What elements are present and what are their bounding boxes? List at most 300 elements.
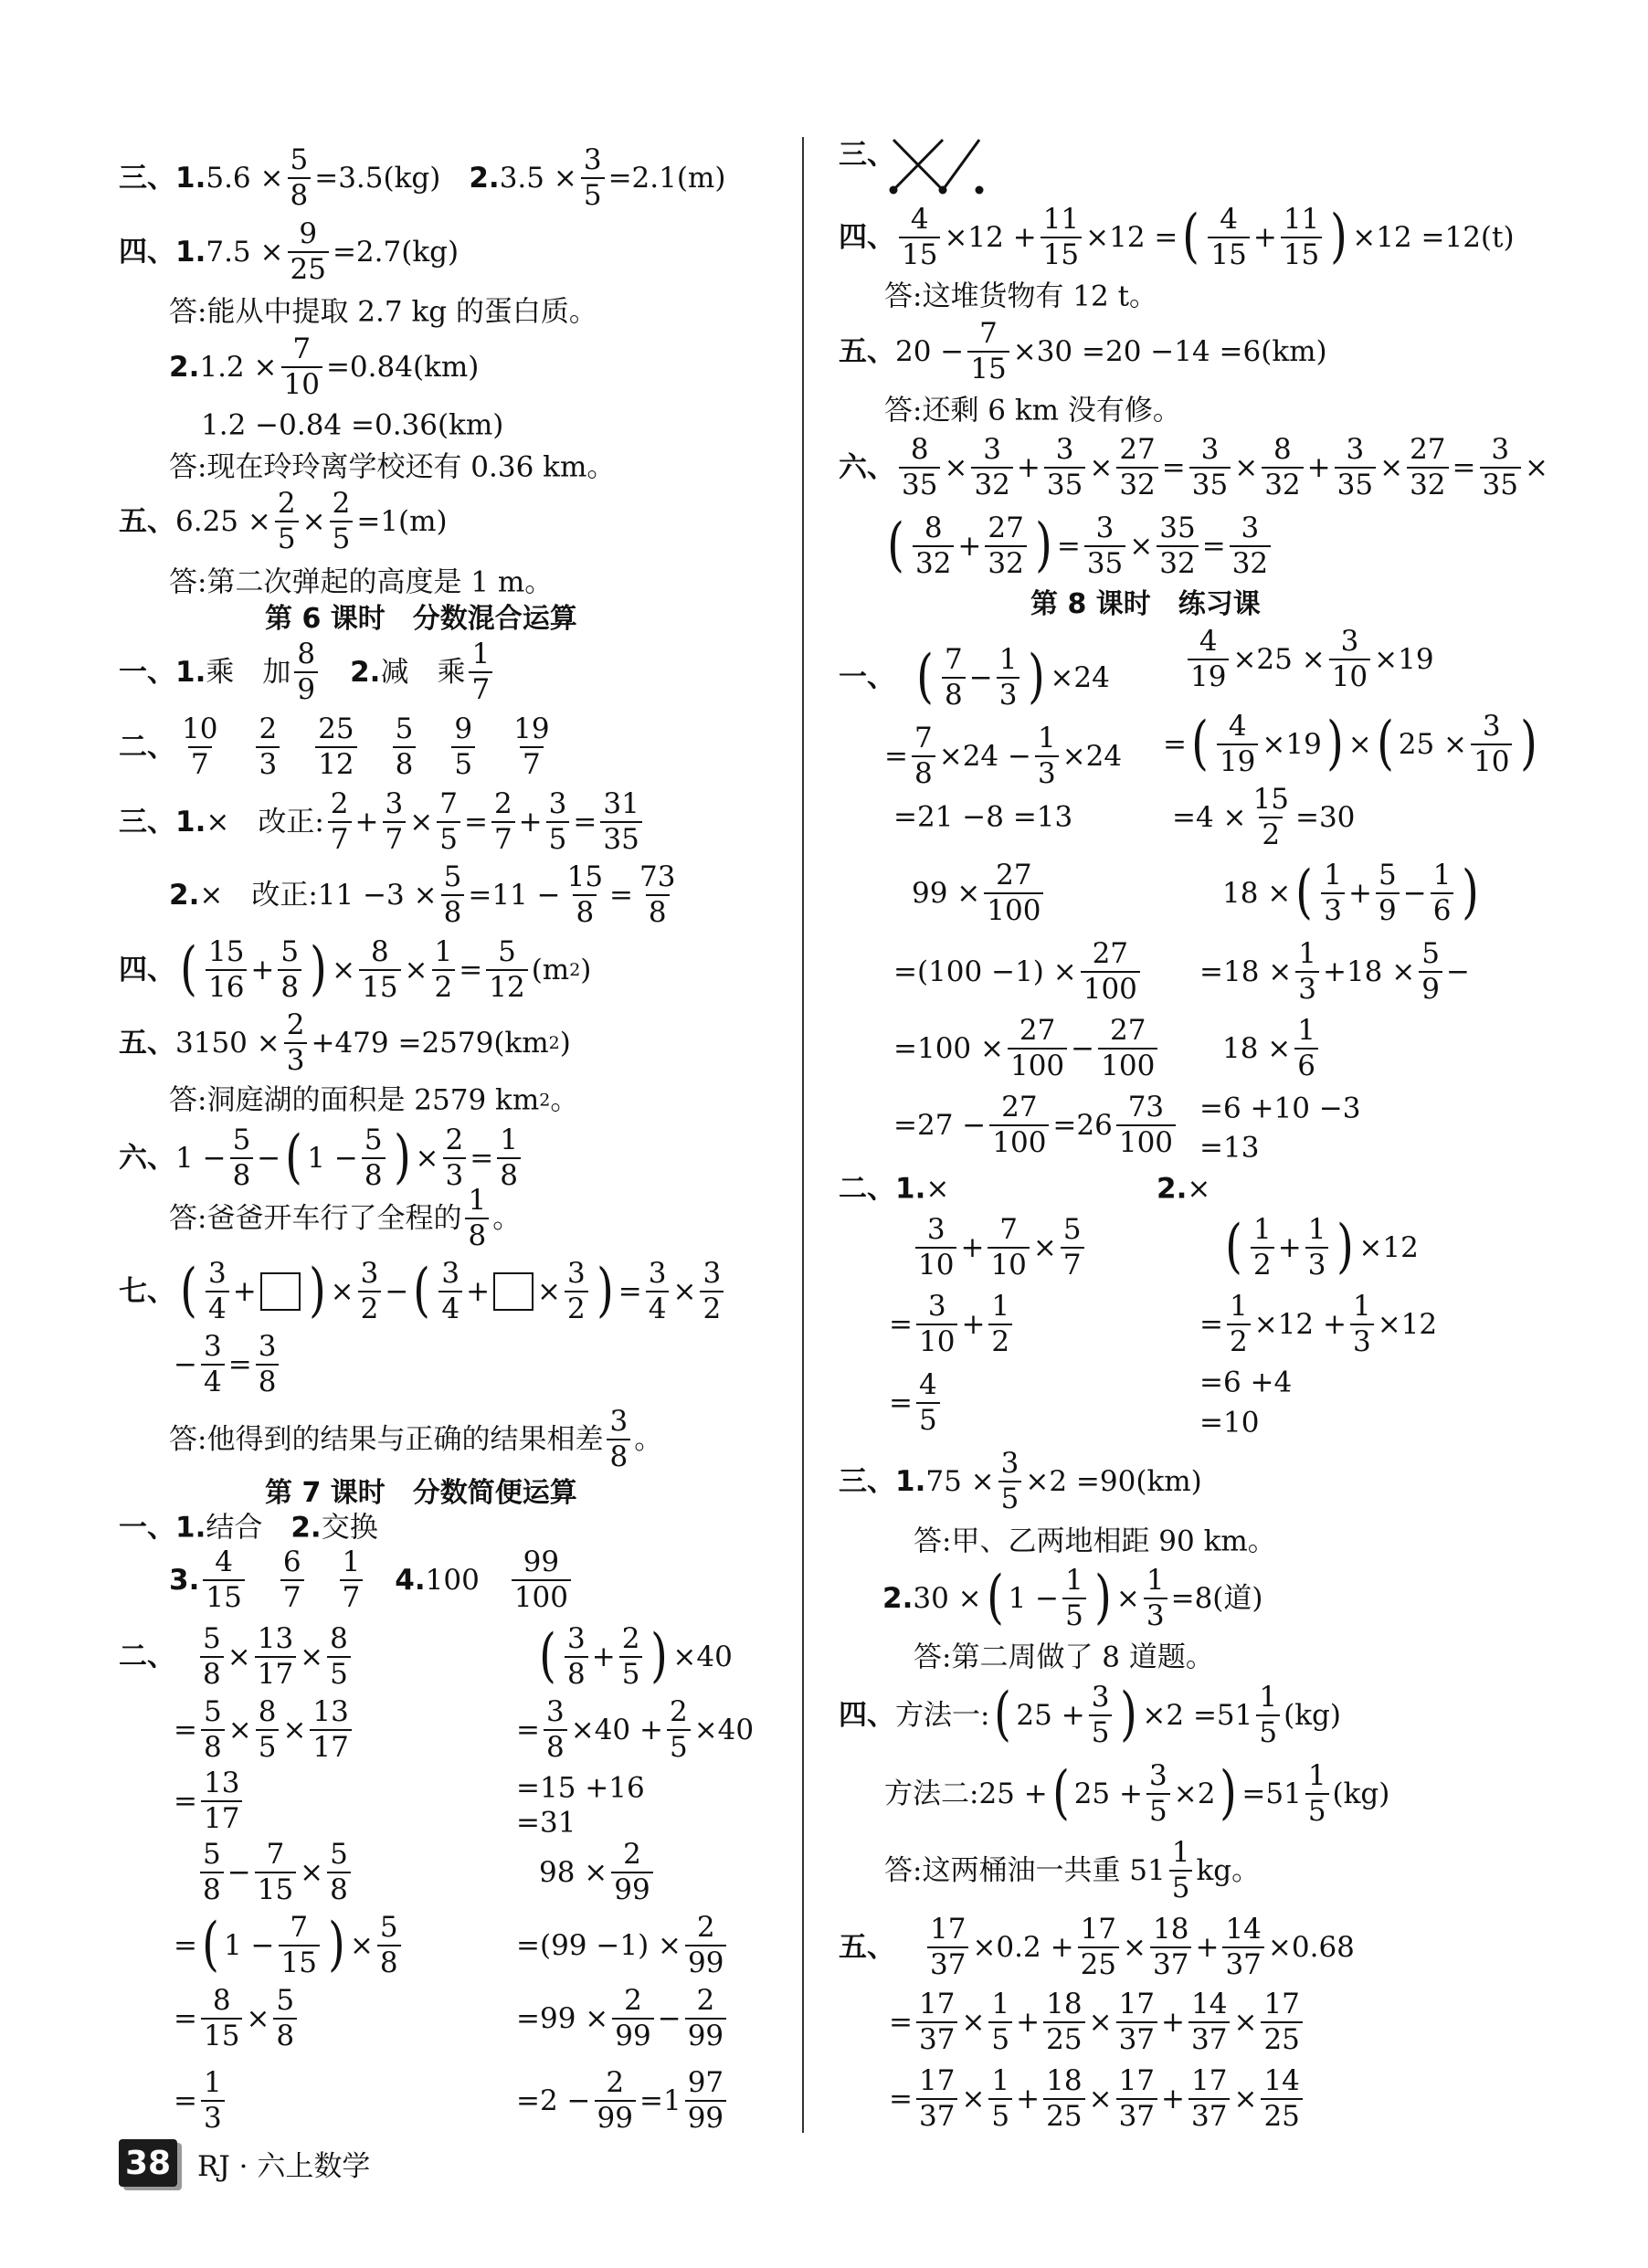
fraction (1251, 783, 1292, 851)
numerator: 8 (910, 433, 929, 466)
denominator: 5 (1256, 1714, 1280, 1747)
numerator: 17 (1118, 2064, 1156, 2097)
text-segment: 。 (492, 1201, 522, 1235)
denominator: 37 (1116, 2098, 1157, 2131)
numerator: 8 (297, 638, 316, 670)
numerator: 18 (1046, 2064, 1083, 2097)
denominator: 15 (255, 1872, 296, 1904)
answer-line (1199, 1092, 1361, 1125)
numerator: 6 (282, 1545, 301, 1578)
fraction (985, 514, 1026, 578)
fraction (565, 1622, 588, 1691)
text-segment (248, 1567, 277, 1595)
big-paren: ( (1225, 1213, 1242, 1282)
fraction (469, 640, 492, 704)
text-segment: =15 +16 (516, 1771, 645, 1805)
fraction (393, 712, 417, 781)
denominator: 99 (611, 1872, 652, 1904)
text-segment: ×24 (1050, 660, 1110, 694)
numerator: 2 (696, 1911, 715, 1944)
denominator: 2 (358, 1291, 382, 1324)
numerator: 3 (545, 1695, 565, 1728)
fraction (700, 1257, 724, 1325)
text-segment: ×19 (1374, 642, 1434, 676)
text-segment: 98 × (539, 1855, 608, 1889)
numerator: 8 (1273, 433, 1292, 466)
denominator: 15 (1041, 237, 1082, 269)
answer-line (169, 1545, 575, 1614)
numerator: 3 (258, 1330, 277, 1363)
denominator: 5 (330, 521, 354, 554)
text-segment: = (1199, 1307, 1223, 1341)
answer-line (174, 1911, 405, 1979)
numerator: 14 (1225, 1913, 1262, 1946)
text-segment: × (1524, 450, 1548, 484)
text-segment: =(99 −1) × (516, 1928, 681, 1962)
text-segment: + (1347, 876, 1372, 910)
numerator: 1 (1037, 722, 1056, 754)
fraction (611, 1838, 652, 1906)
answer-line (516, 1911, 730, 1979)
numerator: 8 (258, 1695, 277, 1728)
fraction (546, 787, 570, 856)
text-segment (283, 733, 312, 762)
denominator: 8 (362, 1157, 386, 1190)
fraction (1431, 861, 1454, 925)
fraction (1262, 433, 1303, 501)
numerator: 2 (669, 1695, 688, 1728)
denominator: 10 (916, 1324, 957, 1356)
numerator: 5 (203, 1695, 222, 1728)
fraction (327, 1838, 351, 1906)
fraction (294, 640, 318, 704)
question-number: 2. (291, 1511, 322, 1545)
text-segment: 18 × (1222, 1031, 1292, 1065)
denominator: 8 (544, 1729, 567, 1762)
denominator: 8 (912, 755, 935, 788)
denominator: 2 (1227, 1324, 1251, 1356)
fraction (667, 1695, 691, 1764)
numerator: 4 (1220, 203, 1238, 236)
text-segment: = (463, 805, 488, 839)
fraction (432, 935, 456, 1004)
answer-line (914, 1524, 1276, 1558)
text-segment: × (330, 1274, 354, 1308)
big-paren: ) (308, 1257, 326, 1325)
fraction (915, 1213, 956, 1282)
denominator: 32 (1262, 467, 1303, 500)
text-segment: + (466, 1274, 491, 1308)
numerator: 3 (360, 1257, 379, 1290)
fraction (1157, 514, 1198, 578)
text-segment: × (246, 2001, 270, 2035)
answer-line (882, 514, 1274, 578)
text-segment: + (1016, 450, 1041, 484)
fraction (1041, 203, 1082, 271)
fraction (927, 1915, 968, 1979)
answer-line (839, 138, 895, 172)
fraction (1089, 1683, 1113, 1747)
numerator: 1 (998, 643, 1018, 676)
text-segment: × (332, 953, 356, 986)
numerator: 4 (215, 1545, 233, 1578)
denominator: 19 (1188, 659, 1229, 691)
numerator: 5 (280, 935, 300, 968)
numerator: 3 (1200, 433, 1220, 466)
fraction (315, 712, 356, 781)
answer-line (1030, 588, 1261, 620)
text-segment: =10 (1199, 1406, 1260, 1440)
denominator: 7 (1061, 1247, 1084, 1280)
fraction (201, 1769, 242, 1833)
fraction (998, 1447, 1022, 1515)
denominator: 7 (340, 1579, 364, 1612)
fraction (916, 2064, 957, 2133)
denominator: 2 (1251, 1247, 1274, 1280)
numerator: 1 (1432, 859, 1452, 891)
denominator: 35 (600, 821, 641, 854)
fraction (1329, 625, 1370, 693)
numerator: 7 (944, 643, 963, 676)
numerator: 3 (1346, 433, 1365, 466)
text-segment: + (591, 1640, 616, 1673)
question-number: 四、1. (119, 235, 206, 269)
numerator: 3 (567, 1257, 586, 1290)
answer-line (839, 1447, 1202, 1515)
fraction (971, 433, 1012, 501)
answer-line (1199, 1366, 1293, 1399)
text-segment: =0.84(km) (325, 350, 480, 384)
numerator: 27 (1119, 433, 1156, 466)
big-paren: ) (1028, 643, 1046, 712)
numerator: 5 (203, 1622, 221, 1655)
numerator: 7 (914, 722, 933, 754)
numerator: 5 (330, 1838, 348, 1871)
numerator: 2 (696, 1984, 715, 2017)
text-segment (308, 1567, 336, 1595)
text-segment: = (1056, 529, 1081, 563)
big-paren: ) (1120, 1681, 1138, 1749)
text-segment: (m (531, 953, 570, 986)
text-segment: 20 − (895, 334, 965, 368)
text-segment: × (944, 450, 968, 484)
text-segment: 答:还剩 6 km 没有修。 (884, 394, 1181, 427)
question-number: 六、 (839, 450, 895, 484)
numerator: 5 (1062, 1213, 1082, 1246)
text-segment: + (961, 1307, 986, 1341)
answer-line (893, 1093, 1179, 1157)
text-segment: 5.6 × (206, 161, 284, 195)
denominator: 19 (1217, 744, 1258, 776)
text-segment: × (1123, 1930, 1146, 1964)
fraction (465, 1184, 489, 1252)
numerator: 5 (443, 860, 462, 893)
text-segment: − (657, 2001, 681, 2035)
question-number: 五、 (119, 1026, 175, 1060)
denominator: 35 (1480, 467, 1521, 500)
text-segment: = (516, 1713, 540, 1746)
numerator: 3 (983, 433, 1002, 466)
denominator: 15 (1281, 237, 1322, 269)
text-segment: × (1233, 2005, 1258, 2039)
answer-line (516, 1771, 645, 1805)
text-segment: × (1233, 2082, 1258, 2115)
numerator: 3 (1055, 433, 1074, 466)
numerator: 3 (1095, 512, 1115, 544)
numerator: 35 (1159, 512, 1196, 544)
fraction (201, 1695, 225, 1764)
denominator: 8 (646, 894, 670, 927)
fraction (984, 861, 1043, 925)
fraction (1261, 1990, 1302, 2054)
numerator: 1 (991, 2064, 1010, 2097)
numerator: 3 (703, 1257, 722, 1290)
text-segment: + (232, 1274, 257, 1308)
numerator: 2 (493, 787, 512, 820)
big-paren: ( (1295, 859, 1314, 927)
answer-line (1172, 783, 1356, 851)
section-heading: 第 7 课时 分数简便运算 (265, 1477, 577, 1509)
numerator: 27 (1019, 1014, 1056, 1047)
text-segment: 7.5 × (206, 235, 284, 269)
text-segment: 99 × (912, 876, 981, 910)
text-segment: =4 × (1172, 800, 1247, 834)
blank-box (493, 1272, 533, 1311)
fraction (273, 1984, 297, 2052)
denominator: 8 (256, 1364, 280, 1397)
fraction (1281, 203, 1322, 271)
fraction (1305, 1213, 1329, 1282)
text-segment: 1 − (223, 1928, 275, 1962)
text-segment: = (227, 1347, 252, 1381)
big-paren: ) (1220, 1759, 1238, 1828)
big-paren: ) (1330, 203, 1348, 271)
big-paren: ( (887, 512, 904, 580)
big-paren: ) (1326, 710, 1344, 778)
text-segment: × (300, 1640, 324, 1673)
big-paren: ( (285, 1123, 303, 1192)
denominator: 9 (294, 671, 318, 704)
denominator: 25 (1043, 2098, 1084, 2131)
text-segment: =99 × (516, 2001, 609, 2035)
question-number: 2. (882, 1581, 914, 1615)
question-number: 五、 (839, 1930, 895, 1964)
denominator: 9 (1419, 971, 1442, 1004)
numerator: 2 (623, 1838, 641, 1871)
numerator: 17 (918, 1988, 956, 2020)
answer-line (539, 1838, 657, 1906)
denominator: 3 (284, 1042, 308, 1075)
fraction (565, 860, 606, 929)
answer-line (1184, 625, 1434, 693)
big-paren: ) (1520, 710, 1538, 778)
numerator: 3 (207, 1257, 227, 1290)
fraction (256, 1695, 280, 1764)
numerator: 3 (1482, 710, 1501, 743)
text-segment: × (301, 504, 326, 538)
answer-line (169, 332, 480, 401)
fraction (916, 1990, 957, 2054)
text-segment: = (889, 2082, 913, 2115)
text-segment: ×12 (1358, 1230, 1419, 1264)
denominator: 25 (288, 251, 329, 284)
denominator: 10 (281, 366, 322, 399)
fraction (383, 787, 407, 856)
text-segment: ×24 − (938, 739, 1031, 773)
answer-line (265, 603, 577, 635)
fraction (1251, 1213, 1274, 1282)
blank-box (260, 1272, 301, 1311)
denominator: 2 (1259, 817, 1283, 849)
superscript: 2 (569, 959, 581, 980)
answer-line (174, 1695, 355, 1764)
fraction (912, 724, 935, 788)
text-segment (361, 733, 389, 762)
text-segment: + (354, 805, 379, 839)
answer-line (1222, 1014, 1322, 1082)
denominator: 5 (988, 2021, 1012, 2054)
denominator: 35 (1189, 467, 1231, 500)
question-number: 三、 (839, 138, 895, 172)
text-segment: 1.2 −0.84 =0.36(km) (201, 408, 504, 442)
numerator: 17 (930, 1913, 967, 1946)
answer-line (119, 217, 460, 286)
denominator: 37 (1116, 2021, 1157, 2054)
numerator: 1 (1307, 1759, 1326, 1792)
numerator: 18 (1153, 1913, 1189, 1946)
denominator: 4 (206, 1291, 229, 1324)
text-segment: 结合 (206, 1511, 291, 1545)
fraction (1008, 1014, 1067, 1082)
answer-line (119, 787, 646, 856)
answer-line (839, 433, 1548, 501)
text-segment: 100 (425, 1563, 508, 1597)
numerator: 4 (1199, 625, 1218, 658)
numerator: 27 (1092, 937, 1129, 970)
big-paren: ( (1182, 203, 1200, 271)
text-segment: ×24 (1062, 739, 1123, 773)
answer-line (516, 1695, 755, 1764)
denominator: 3 (256, 746, 280, 779)
numerator: 1 (1324, 859, 1342, 891)
big-paren: ( (916, 643, 934, 712)
denominator: 3 (1321, 892, 1345, 925)
denominator: 8 (441, 894, 465, 927)
numerator: 10 (182, 712, 218, 745)
text-segment: 75 × (925, 1464, 995, 1498)
text-segment: × (1115, 1581, 1140, 1615)
numerator: 7 (266, 1838, 285, 1871)
denominator: 5 (275, 521, 299, 554)
big-paren: ( (180, 935, 197, 1004)
numerator: 15 (1252, 783, 1289, 816)
question-number: 一、1. (119, 1511, 206, 1545)
answer-line (174, 1769, 246, 1833)
text-segment (895, 1934, 924, 1962)
numerator: 15 (207, 935, 245, 968)
numerator: 8 (330, 1622, 348, 1655)
text-segment: 18 × (1222, 876, 1292, 910)
text-segment: × (1187, 1172, 1211, 1206)
answer-line (169, 860, 681, 929)
text-segment: × (1089, 450, 1114, 484)
denominator: 37 (1188, 2098, 1230, 2131)
denominator: 17 (255, 1656, 296, 1689)
text-segment (479, 733, 507, 762)
answer-line (884, 1836, 1261, 1904)
text-segment: + (1277, 1230, 1302, 1264)
numerator: 3 (1491, 433, 1510, 466)
text-segment: × (1088, 2082, 1113, 2115)
answer-line (119, 640, 496, 704)
answer-line (169, 295, 597, 329)
fraction (255, 1838, 296, 1906)
numerator: 15 (566, 860, 604, 893)
denominator: 100 (989, 1124, 1049, 1157)
numerator: 2 (286, 1008, 305, 1041)
text-segment: × (227, 1640, 251, 1673)
text-segment: 答:能从中提取 2.7 kg 的蛋白质。 (169, 295, 597, 329)
text-segment: ×12 (1377, 1307, 1438, 1341)
answer-line (889, 1990, 1306, 2054)
text-segment: 乘 加 (206, 655, 291, 689)
text-segment: =21 −8 =13 (893, 800, 1073, 834)
answer-line (119, 487, 448, 555)
fraction (206, 935, 247, 1004)
text-segment: − (385, 1274, 409, 1308)
denominator: 5 (451, 746, 475, 779)
text-segment: 答:现在玲玲离学校还有 0.36 km。 (169, 450, 616, 484)
text-segment: =26 (1052, 1108, 1113, 1142)
denominator: 35 (1335, 467, 1376, 500)
fraction (989, 1093, 1049, 1157)
answer-line (119, 935, 592, 1004)
answer-line (839, 317, 1327, 385)
denominator: 5 (327, 1656, 351, 1689)
answer-line (884, 1759, 1390, 1828)
denominator: 32 (1116, 467, 1157, 500)
fraction (206, 1257, 229, 1325)
text-segment: × (961, 2082, 986, 2115)
denominator: 5 (1305, 1793, 1329, 1826)
denominator: 3 (1144, 1598, 1167, 1630)
answer-line (174, 1330, 282, 1398)
answer-line (1157, 1172, 1211, 1206)
superscript: 2 (539, 1090, 551, 1111)
answer-line (169, 450, 616, 484)
text-segment: +18 × (1322, 955, 1416, 988)
text-segment: ×40 + (570, 1713, 663, 1746)
denominator: 5 (256, 1729, 280, 1762)
text-segment: 25 + (1016, 1698, 1085, 1732)
denominator: 32 (985, 545, 1026, 578)
numerator: 4 (1228, 710, 1247, 743)
text-segment: × (961, 2005, 986, 2039)
fraction (1081, 937, 1140, 1006)
fraction (1061, 1213, 1084, 1282)
denominator: 8 (201, 1729, 225, 1762)
text-segment: 答:洞庭湖的面积是 2579 km (169, 1083, 540, 1117)
fraction (1044, 433, 1085, 501)
text-segment: ×2 (1173, 1777, 1216, 1810)
fraction (1305, 1759, 1329, 1828)
denominator: 15 (201, 2018, 242, 2051)
denominator: 100 (512, 1579, 571, 1612)
fraction (967, 317, 1009, 385)
text-segment: × (300, 1855, 324, 1889)
answer-line (119, 712, 556, 781)
numerator: 3 (648, 1257, 667, 1290)
